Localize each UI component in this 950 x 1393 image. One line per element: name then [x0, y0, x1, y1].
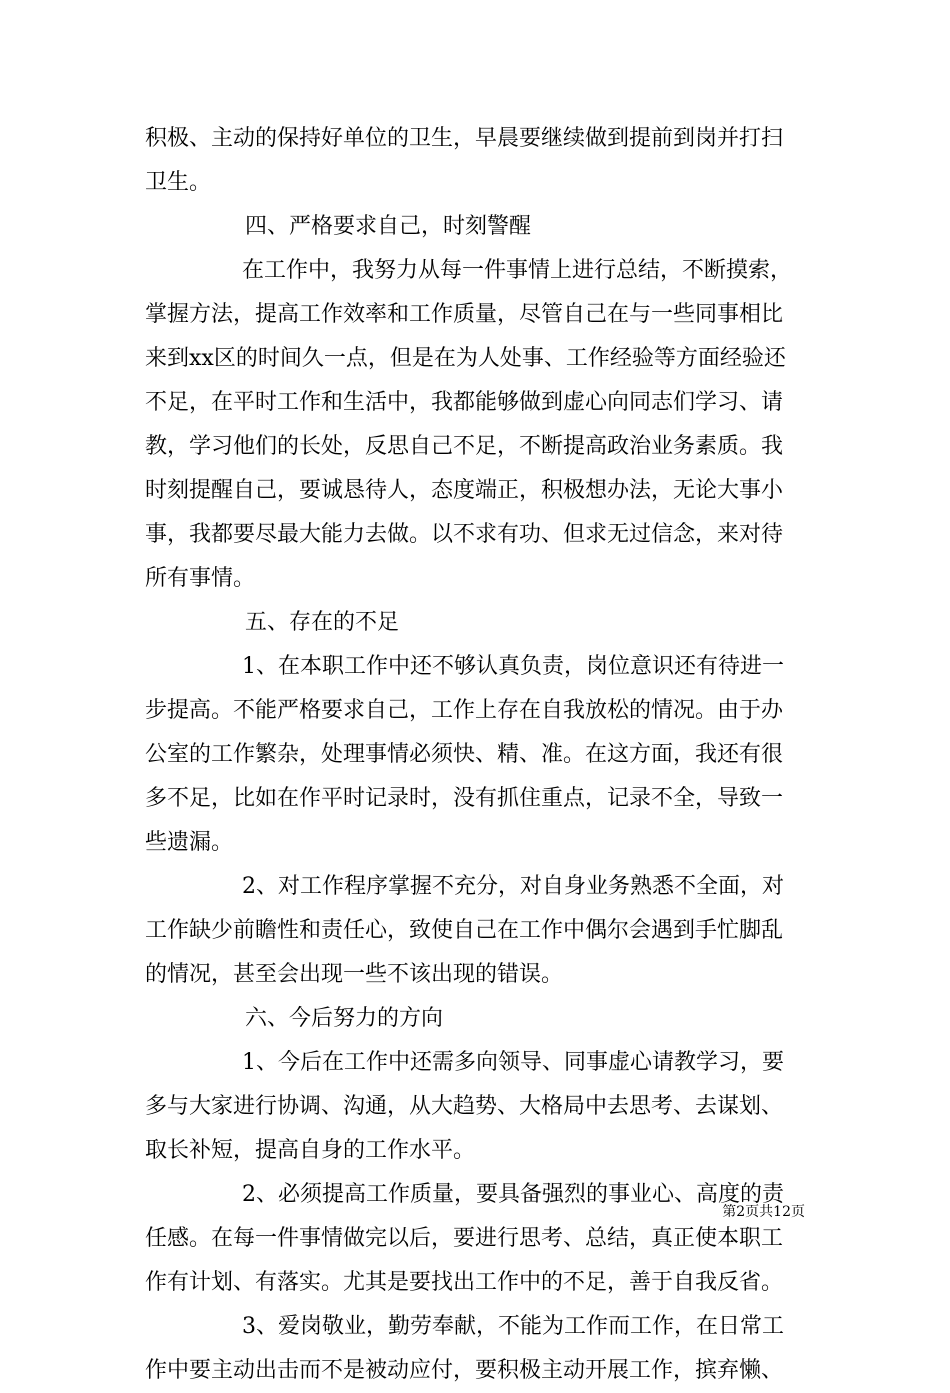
text-line: 些遗漏。 [145, 830, 234, 855]
text-line: 多不足，比如在作平时记录时，没有抓住重点，记录不全，导致一 [145, 786, 784, 811]
text-line: 工作缺少前瞻性和责任心，致使自己在工作中偶尔会遇到手忙脚乱 [145, 918, 784, 943]
text-line: 卫生。 [145, 170, 212, 195]
paragraph-start: 1、在本职工作中还不够认真负责，岗位意识还有待进一 [242, 654, 784, 679]
text-line: 作中要主动出击而不是被动应付，要积极主动开展工作，摈弃懒、 [145, 1358, 784, 1383]
text-line: 所有事情。 [145, 566, 256, 591]
text-line: 公室的工作繁杂，处理事情必须快、精、准。在这方面，我还有很 [145, 742, 784, 767]
text-line: 不足，在平时工作和生活中，我都能够做到虚心向同志们学习、请 [145, 390, 784, 415]
section-heading-4: 四、严格要求自己，时刻警醒 [245, 214, 532, 239]
text-line: 多与大家进行协调、沟通，从大趋势、大格局中去思考、去谋划、 [145, 1094, 784, 1119]
text-line: 事，我都要尽最大能力去做。以不求有功、但求无过信念，来对待 [145, 522, 784, 547]
page-number-footer: 第2页共12页 [722, 1204, 805, 1220]
paragraph-start: 2、必须提高工作质量，要具备强烈的事业心、高度的责 [242, 1182, 784, 1207]
section-heading-6: 六、今后努力的方向 [245, 1006, 444, 1031]
document-body [145, 117, 810, 1393]
section-heading-5: 五、存在的不足 [245, 610, 400, 635]
text-line: 教，学习他们的长处，反思自己不足，不断提高政治业务素质。我 [145, 434, 784, 459]
text-line: 的情况，甚至会出现一些不该出现的错误。 [145, 962, 564, 987]
text-line: 步提高。不能严格要求自己，工作上存在自我放松的情况。由于办 [145, 698, 784, 723]
paragraph-start: 3、爱岗敬业，勤劳奉献，不能为工作而工作，在日常工 [242, 1314, 784, 1339]
paragraph-start: 1、今后在工作中还需多向领导、同事虚心请教学习，要 [242, 1050, 784, 1075]
text-line: 任感。在每一件事情做完以后，要进行思考、总结，真正使本职工 [145, 1226, 784, 1251]
text-line: 掌握方法，提高工作效率和工作质量，尽管自己在与一些同事相比 [145, 302, 784, 327]
text-line: 取长补短，提高自身的工作水平。 [145, 1138, 476, 1163]
text-line: 来到xx区的时间久一点，但是在为人处事、工作经验等方面经验还 [145, 346, 786, 371]
paragraph-start: 在工作中，我努力从每一件事情上进行总结，不断摸索， [242, 258, 793, 283]
text-line: 积极、主动的保持好单位的卫生，早晨要继续做到提前到岗并打扫 [145, 126, 784, 151]
text-line: 时刻提醒自己，要诚恳待人，态度端正，积极想办法，无论大事小 [145, 478, 784, 503]
paragraph-start: 2、对工作程序掌握不充分，对自身业务熟悉不全面，对 [242, 874, 784, 899]
text-line: 作有计划、有落实。尤其是要找出工作中的不足，善于自我反省。 [145, 1270, 784, 1295]
